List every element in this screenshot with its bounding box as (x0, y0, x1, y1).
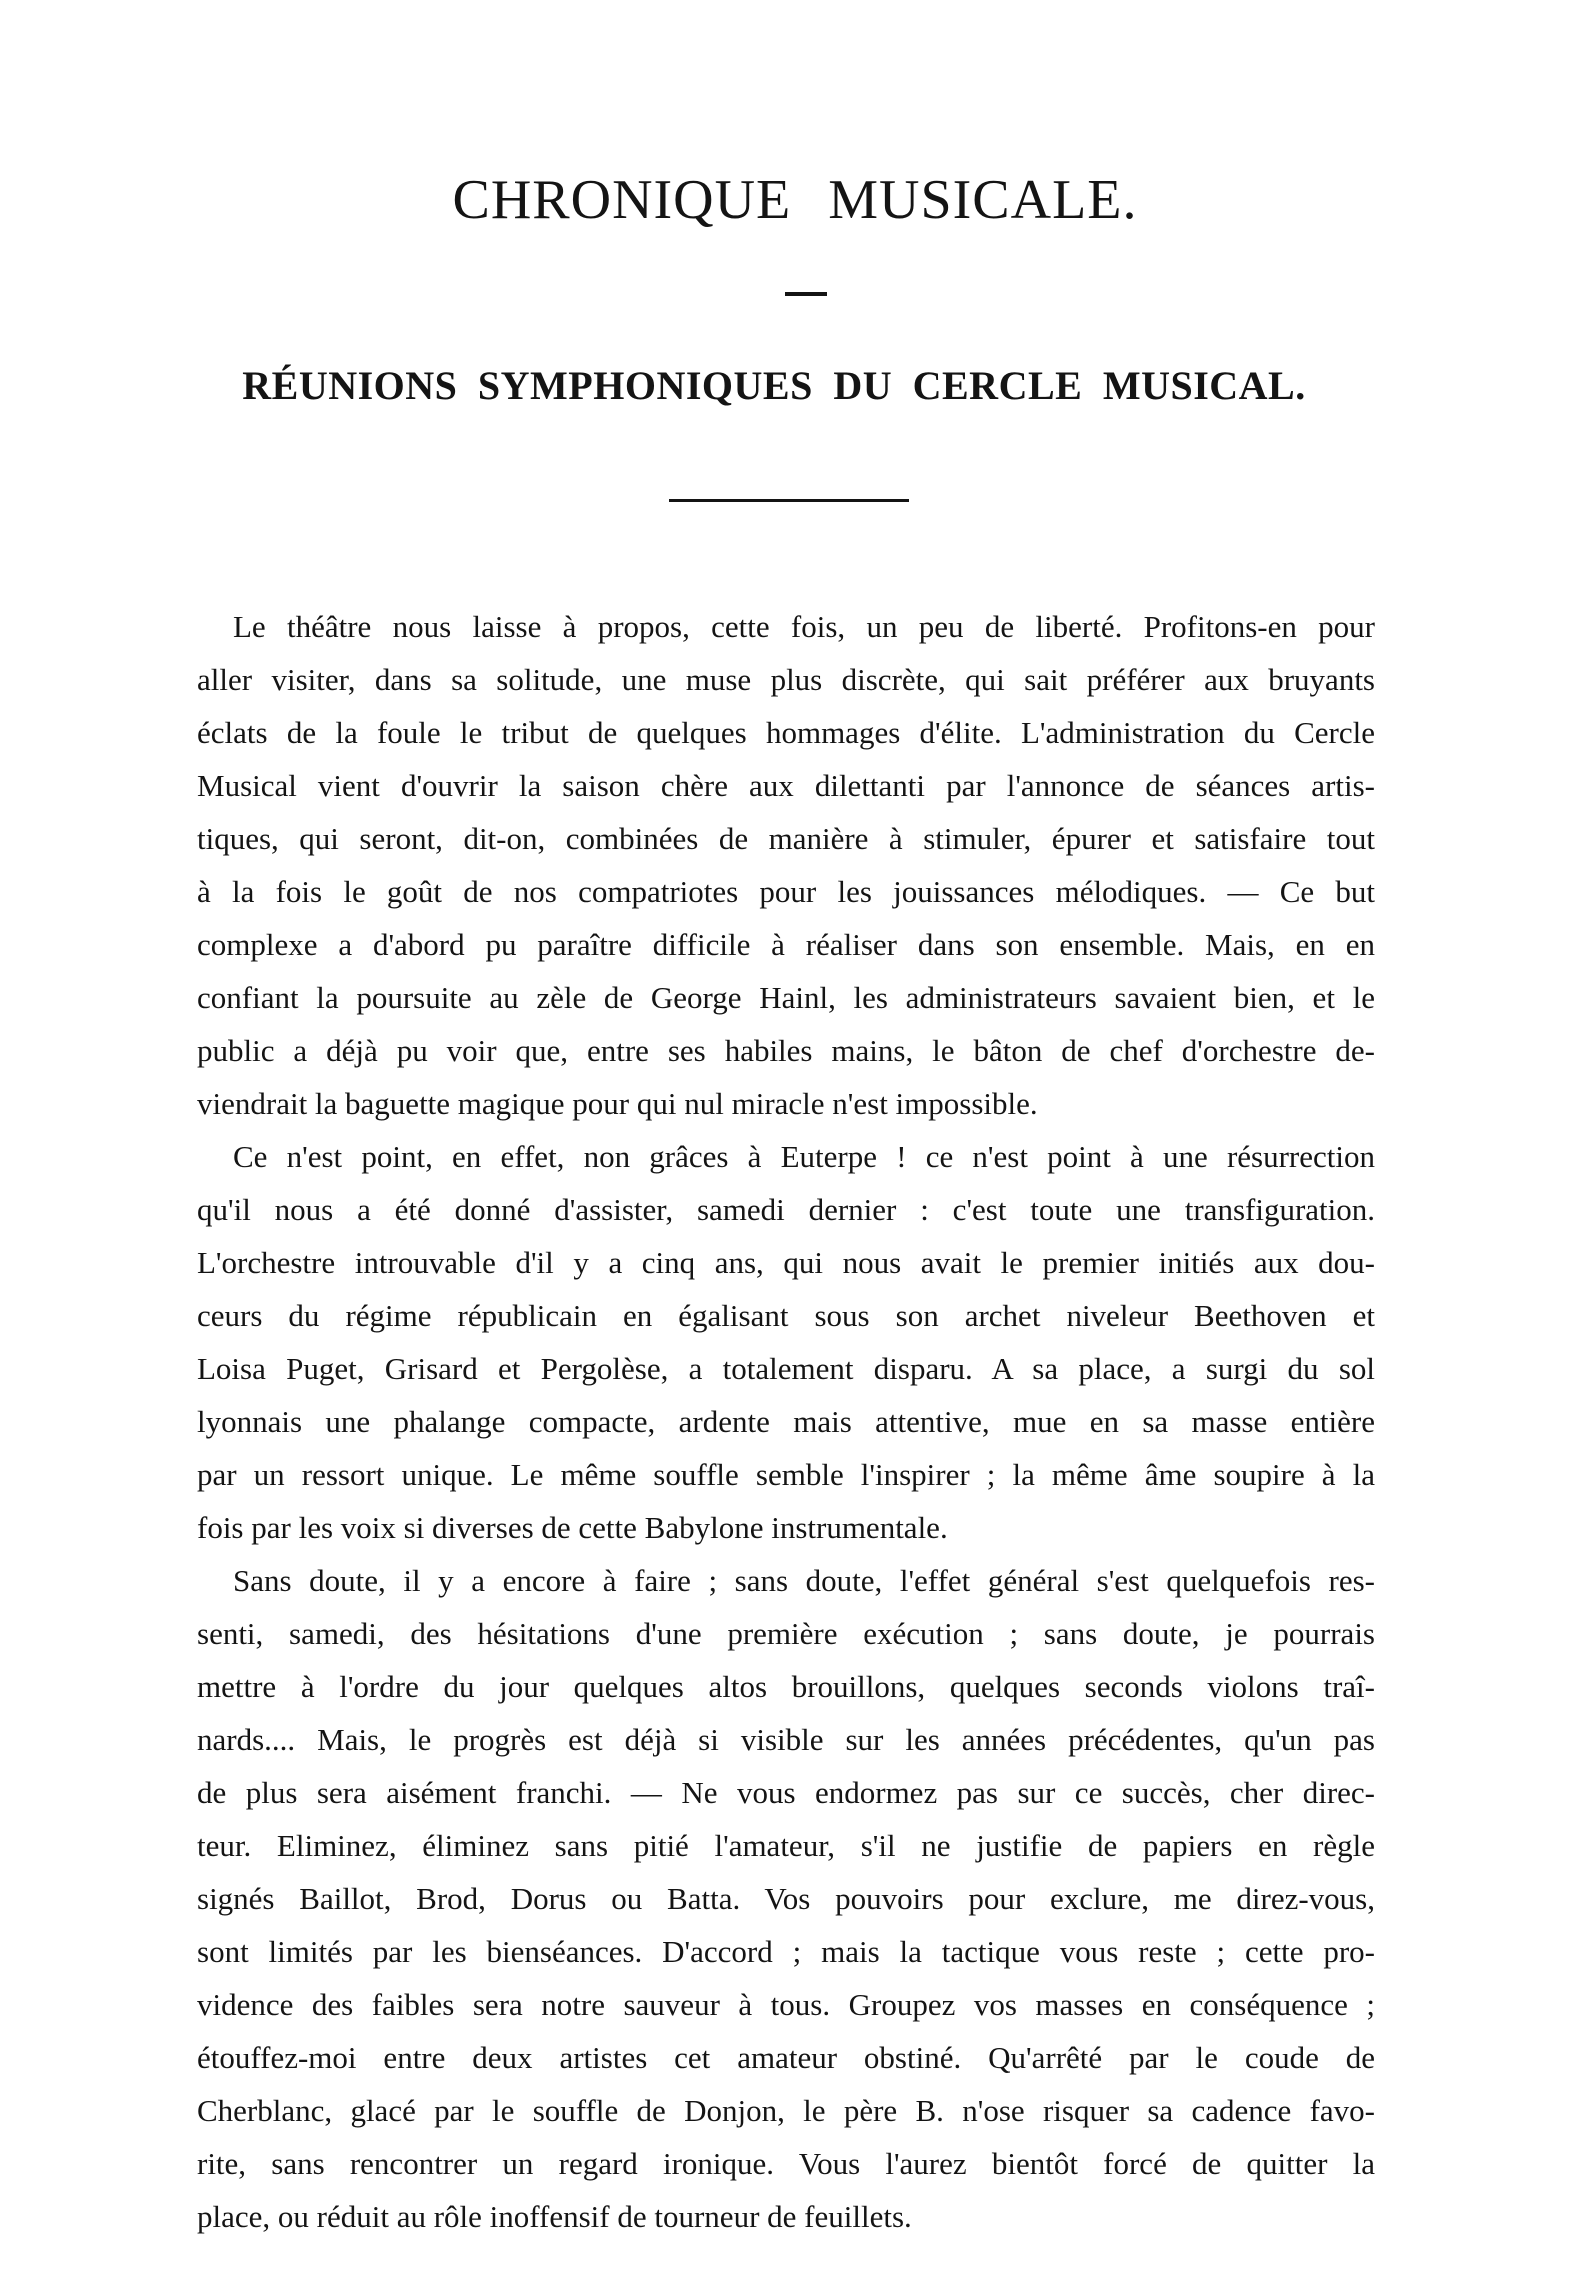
paragraph (197, 600, 1375, 1130)
horizontal-rule (669, 499, 909, 502)
text-line: étouffez-moi entre deux artistes cet amateur obstiné. Qu'arrêté par le coude de (197, 2040, 1375, 2075)
text-line: confiant la poursuite au zèle de George Hainl, les administrateurs savaient bien, et le (197, 980, 1375, 1015)
text-line: qu'il nous a été donné d'assister, samedi dernier : c'est toute une transfiguration. (197, 1192, 1375, 1227)
text-line: fois par les voix si diverses de cette Babylone instrumentale. (197, 1510, 948, 1545)
text-line: viendrait la baguette magique pour qui nul miracle n'est impossible. (197, 1086, 1038, 1121)
text-line: complexe a d'abord pu paraître difficile à réaliser dans son ensemble. Mais, en en (197, 927, 1375, 962)
text-line: ceurs du régime républicain en égalisant sous son archet niveleur Beethoven et (197, 1298, 1375, 1333)
title-dash-divider (785, 292, 827, 296)
article-body (197, 600, 1375, 2243)
text-line: rite, sans rencontrer un regard ironique. Vous l'aurez bientôt forcé de quitter la (197, 2146, 1375, 2181)
text-line: public a déjà pu voir que, entre ses habiles mains, le bâton de chef d'orchestre de- (197, 1033, 1375, 1068)
text-line: aller visiter, dans sa solitude, une muse plus discrète, qui sait préférer aux bruyants (197, 662, 1375, 697)
text-line: Loisa Puget, Grisard et Pergolèse, a totalement disparu. A sa place, a surgi du sol (197, 1351, 1375, 1386)
text-line: Le théâtre nous laisse à propos, cette fois, un peu de liberté. Profitons-en pour (233, 609, 1375, 644)
page-title: CHRONIQUE MUSICALE. (452, 169, 1138, 231)
text-line: place, ou réduit au rôle inoffensif de tourneur de feuillets. (197, 2199, 912, 2234)
text-line: teur. Eliminez, éliminez sans pitié l'amateur, s'il ne justifie de papiers en règle (197, 1828, 1375, 1863)
text-line: à la fois le goût de nos compatriotes pour les jouissances mélodiques. — Ce but (197, 874, 1375, 909)
text-line: mettre à l'ordre du jour quelques altos brouillons, quelques seconds violons traî- (197, 1669, 1375, 1704)
text-line: tiques, qui seront, dit-on, combinées de manière à stimuler, épurer et satisfaire tout (197, 821, 1375, 856)
text-line: de plus sera aisément franchi. — Ne vous endormez pas sur ce succès, cher direc- (197, 1775, 1375, 1810)
text-line: par un ressort unique. Le même souffle semble l'inspirer ; la même âme soupire à la (197, 1457, 1375, 1492)
text-line: Cherblanc, glacé par le souffle de Donjon, le père B. n'ose risquer sa cadence favo- (197, 2093, 1375, 2128)
paragraph (197, 1554, 1375, 2243)
text-line: éclats de la foule le tribut de quelques hommages d'élite. L'administration du Cercle (197, 715, 1375, 750)
text-line: senti, samedi, des hésitations d'une première exécution ; sans doute, je pourrais (197, 1616, 1375, 1651)
article-subtitle: RÉUNIONS SYMPHONIQUES DU CERCLE MUSICAL. (242, 363, 1306, 408)
text-line: lyonnais une phalange compacte, ardente mais attentive, mue en sa masse entière (197, 1404, 1375, 1439)
text-line: L'orchestre introuvable d'il y a cinq ans, qui nous avait le premier initiés aux dou- (197, 1245, 1375, 1280)
text-line: sont limités par les bienséances. D'accord ; mais la tactique vous reste ; cette pro- (197, 1934, 1375, 1969)
text-line: vidence des faibles sera notre sauveur à tous. Groupez vos masses en conséquence ; (197, 1987, 1375, 2022)
text-line: signés Baillot, Brod, Dorus ou Batta. Vos pouvoirs pour exclure, me direz-vous, (197, 1881, 1375, 1916)
text-line: Sans doute, il y a encore à faire ; sans doute, l'effet général s'est quelquefois res- (233, 1563, 1375, 1598)
paragraph (197, 1130, 1375, 1554)
text-line: Musical vient d'ouvrir la saison chère aux dilettanti par l'annonce de séances artis- (197, 768, 1375, 803)
text-line: nards.... Mais, le progrès est déjà si visible sur les années précédentes, qu'un pas (197, 1722, 1375, 1757)
text-line: Ce n'est point, en effet, non grâces à Euterpe ! ce n'est point à une résurrection (233, 1139, 1375, 1174)
